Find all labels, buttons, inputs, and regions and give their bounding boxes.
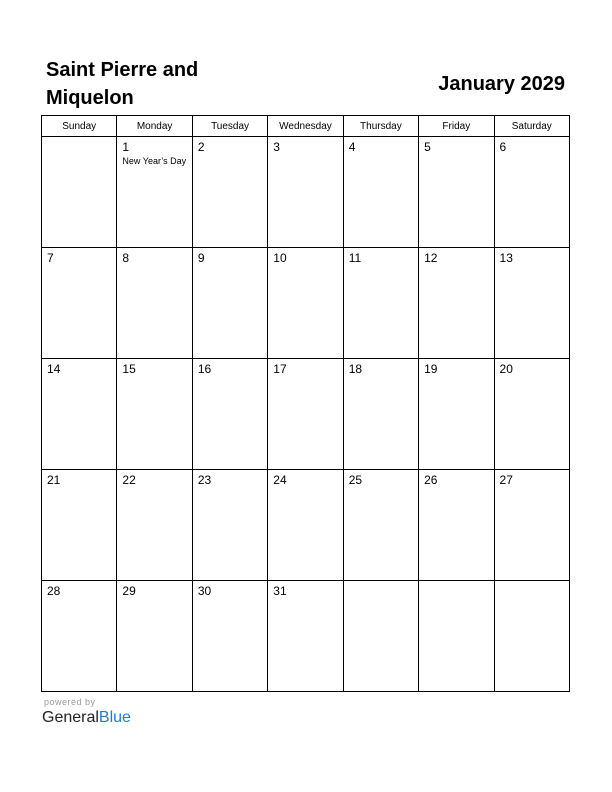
day-cell-11 bbox=[343, 248, 418, 359]
region-title-line-2: Miquelon bbox=[46, 87, 134, 109]
powered-by-text: powered by bbox=[44, 697, 96, 707]
day-cell-10 bbox=[268, 248, 343, 359]
day-number: 17 bbox=[273, 362, 287, 376]
day-cell-3 bbox=[268, 137, 343, 248]
day-number: 21 bbox=[47, 473, 61, 487]
weekday-sunday: Sunday bbox=[42, 116, 117, 137]
week-row bbox=[42, 359, 570, 470]
day-cell-2 bbox=[192, 137, 267, 248]
week-row bbox=[42, 137, 570, 248]
day-number: 25 bbox=[348, 473, 363, 487]
day-number: 19 bbox=[424, 362, 438, 376]
day-number: 8 bbox=[122, 251, 130, 265]
day-number: 9 bbox=[197, 251, 205, 265]
day-number: 3 bbox=[273, 140, 280, 154]
day-cell-22 bbox=[117, 470, 192, 581]
day-cell-4 bbox=[343, 137, 418, 248]
day-cell-19 bbox=[419, 359, 494, 470]
day-number: 16 bbox=[197, 362, 212, 376]
day-cell-9 bbox=[192, 248, 267, 359]
day-cell-26 bbox=[419, 470, 494, 581]
day-cell-14 bbox=[42, 359, 117, 470]
holiday-label: New Year’s Day bbox=[122, 156, 187, 166]
day-cell-17 bbox=[268, 359, 343, 470]
day-number: 26 bbox=[424, 473, 438, 487]
empty-day-cell bbox=[42, 137, 117, 248]
day-cell-20 bbox=[494, 359, 569, 470]
empty-day-cell bbox=[494, 581, 569, 692]
day-cell-15 bbox=[117, 359, 192, 470]
weekday-friday: Friday bbox=[419, 116, 494, 137]
day-cell-27 bbox=[494, 470, 569, 581]
generalblue-logo[interactable] bbox=[42, 709, 131, 727]
day-cell-28 bbox=[42, 581, 117, 692]
weekday-tuesday: Tuesday bbox=[192, 116, 267, 137]
brand-name-part-1: General bbox=[42, 709, 99, 726]
day-number: 7 bbox=[47, 251, 54, 265]
day-number: 30 bbox=[197, 584, 212, 598]
weekday-wednesday: Wednesday bbox=[268, 116, 343, 137]
day-number: 23 bbox=[197, 473, 212, 487]
weekday-header-row bbox=[42, 116, 570, 137]
day-cell-24 bbox=[268, 470, 343, 581]
day-cell-31 bbox=[268, 581, 343, 692]
week-row bbox=[42, 248, 570, 359]
day-cell-25 bbox=[343, 470, 418, 581]
day-number: 1 bbox=[122, 140, 130, 154]
day-cell-6 bbox=[494, 137, 569, 248]
week-row bbox=[42, 470, 570, 581]
day-number: 5 bbox=[424, 140, 431, 154]
day-cell-13 bbox=[494, 248, 569, 359]
day-cell-1 bbox=[117, 137, 192, 248]
day-number: 12 bbox=[424, 251, 438, 265]
weekday-saturday: Saturday bbox=[494, 116, 569, 137]
region-title-line-1: Saint Pierre and bbox=[46, 59, 199, 81]
empty-day-cell bbox=[343, 581, 418, 692]
day-number: 15 bbox=[122, 362, 136, 376]
day-number: 6 bbox=[499, 140, 507, 154]
day-number: 18 bbox=[348, 362, 363, 376]
day-cell-21 bbox=[42, 470, 117, 581]
day-cell-18 bbox=[343, 359, 418, 470]
day-number: 2 bbox=[197, 140, 205, 154]
day-number: 28 bbox=[47, 584, 61, 598]
day-cell-23 bbox=[192, 470, 267, 581]
day-number: 29 bbox=[122, 584, 136, 598]
empty-day-cell bbox=[419, 581, 494, 692]
region-title bbox=[46, 56, 276, 112]
day-number: 4 bbox=[348, 140, 356, 154]
day-cell-16 bbox=[192, 359, 267, 470]
day-number: 20 bbox=[499, 362, 513, 376]
day-cell-12 bbox=[419, 248, 494, 359]
day-cell-7 bbox=[42, 248, 117, 359]
day-cell-5 bbox=[419, 137, 494, 248]
weekday-thursday: Thursday bbox=[343, 116, 418, 137]
day-cell-29 bbox=[117, 581, 192, 692]
day-number: 13 bbox=[499, 251, 513, 265]
day-number: 10 bbox=[273, 251, 287, 265]
day-number: 24 bbox=[273, 473, 287, 487]
day-number: 27 bbox=[499, 473, 513, 487]
day-cell-30 bbox=[192, 581, 267, 692]
brand-name-part-2: Blue bbox=[98, 709, 131, 726]
day-cell-8 bbox=[117, 248, 192, 359]
week-row bbox=[42, 581, 570, 692]
day-number: 14 bbox=[47, 362, 61, 376]
day-number: 22 bbox=[122, 473, 136, 487]
weekday-monday: Monday bbox=[117, 116, 192, 137]
day-number: 11 bbox=[348, 251, 362, 265]
month-year-title: January 2029 bbox=[438, 73, 565, 95]
day-number: 31 bbox=[273, 584, 287, 598]
calendar-grid bbox=[41, 115, 570, 692]
